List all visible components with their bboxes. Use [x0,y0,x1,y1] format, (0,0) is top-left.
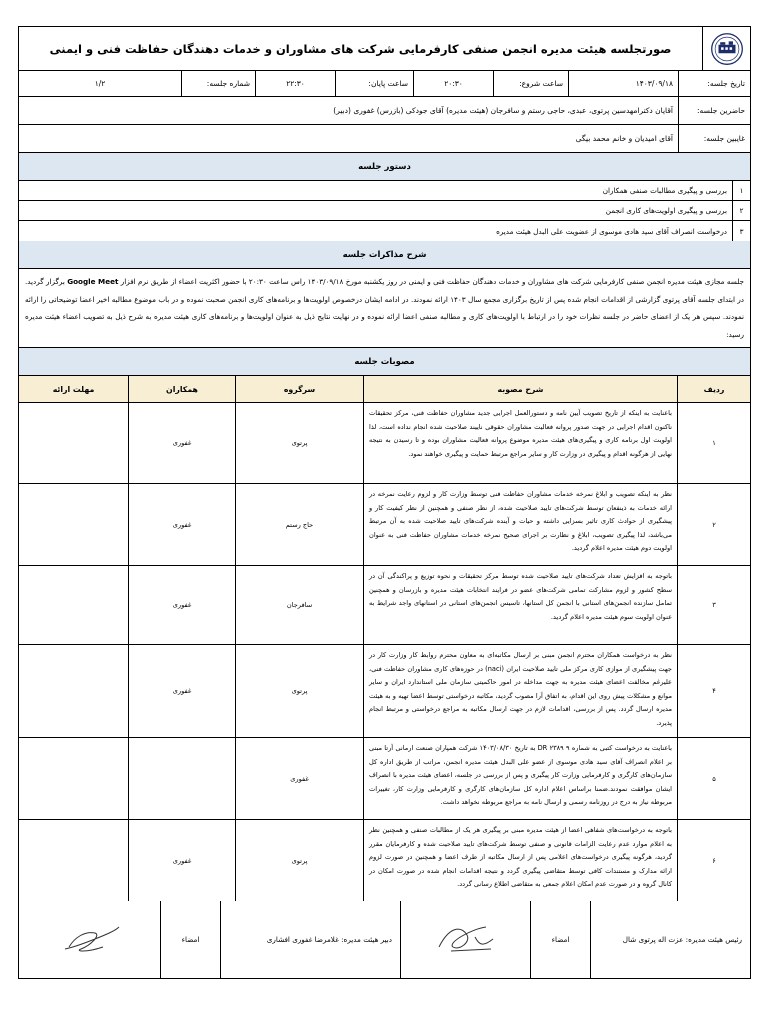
meeting-date-label: تاریخ جلسه: [678,71,750,96]
col-header-lead: سرگروه [235,376,363,402]
resolution-number: ۳ [677,566,750,644]
secretary-sign-label: امضاء [160,901,220,978]
agenda-item-number: ۳ [732,221,750,241]
resolution-colleagues: غفوری [128,403,235,483]
resolution-colleagues: غفوری [128,566,235,644]
meeting-date: ۱۴۰۳/۰۹/۱۸ [568,71,678,96]
meeting-number-label: شماره جلسه: [181,71,255,96]
discussion-text [19,269,750,348]
resolution-lead: حاج رستم [235,484,363,565]
agenda-item-text: بررسی و پیگیری مطالبات صنفی همکاران [602,186,727,195]
agenda-item-number: ۱ [732,181,750,200]
resolution-colleagues: غفوری [128,645,235,737]
resolution-number: ۲ [677,484,750,565]
resolution-lead: غفوری [235,738,363,819]
discussion-text-part-1: جلسه مجازی هیئت مدیره انجمن صنفی کارفرمایی شرکت های مشاوران و خدمات دهندگان حفاظت فنی و ایمنی در روز یکشنبه مورخ ۱۴۰۳/۰۹/۱۸ راس ساعت ۲۰:۳۰ با حضور اکثریت اعضاء از طریق نرم افزار [118,277,744,286]
chair-sign-label: امضاء [530,901,590,978]
resolution-number: ۶ [677,820,750,901]
resolution-description: باعنایت به اینکه از تاریخ تصویب آیین نامه و دستورالعمل اجرایی جدید مشاوران حفاظت فنی، مرکز تحقیقات ناکنون اقدام اجرایی در جهت صدور پروانه فعالیت مشاوران حقوقی ناییند صلاحیت شده انجام نداده است، لذا اولویت اول برنامه کاری و پیگیری‌های هیئت مدیره موضوع پروانه فعالیت مشاوران بوده و تا رسیدن به نتیجه نهایی از هرگونه اقدام و پیگیری در وزارت کار و سایر مراجع مرتبط حمایت و پیگیری خواهند نمود. [363,403,677,483]
association-logo [702,27,750,70]
resolution-row [19,738,750,820]
resolution-description: باتوجه به درخواست‌های شفاهی اعضا از هیئت مدیره مبنی بر پیگیری هر یک از مطالبات صنفی و همچنین نظر به اعلام موارد عدم رعایت الزامات قانونی و صنفی توسط شرکت‌های تایید صلاحیت شده و کارفرمایان مقرر گردید، هرگونه پیگیری درخواست‌های اعلامی پس از ارسال مکاتبه از طرف اعضا و همچنین در صورت لزوم ارائه مدارک و مستندات کافی توسط متقاضی پیگیری گردد و نتیجه اقدامات انجام شده در صورت امکان در کانال گروه و در صورت عدم امکان اعلام جمعی به متقاضی اطلاع رسانی گردد. [363,820,677,901]
agenda-heading: دستور جلسه [19,153,750,181]
document-header [19,27,750,71]
agenda-item [19,221,750,241]
resolution-deadline [19,403,128,483]
resolution-description: باعنایت به درخواست کتبی به شماره ۹ ۲۳۸۹ DR به تاریخ ۱۴۰۳/۰۸/۳۰ شرکت همپاران صنعت ارمانی آرتا مبنی بر اعلام انصراف آقای سید هادی موسوی از عضو علی البدل هیئت مدیره انجمن، مراتب از طریق اداره کل سازمان‌های کارگری و کارفرمایی وزارت کار پیگیری و پس از بررسی در جلسه، اعضای هیئت مدیره با انصراف ایشان موافقت نمودند.ضمنا براساس اعلام اداره کل سازمان‌های کارگری و کارفرمایی وزارت کار، تغییرات مربوطه نیاز به درج در روزنامه رسمی و ارسال نامه به مراجع مربوطه نخواهد داشت. [363,738,677,819]
resolution-lead: پرتوی [235,645,363,737]
resolution-deadline [19,484,128,565]
agenda-item [19,181,750,201]
resolution-colleagues [128,738,235,819]
present-row [19,97,750,125]
resolution-description: نظر به درخواست همکاران محترم انجمن مبنی بر ارسال مکاتبه‌ای به معاون محترم روابط کار وزارت کار در جهت پیشگیری از موازی کاری مرکز ملی تایید صلاحیت ایران (naci) در حوزه‌های کاری مشاوران حفاظت فنی، علیرغم مخالفت اعضای هیئت مدیره به جهت مداخله در امور حاکمیتی سازمان ملی استاندارد ایران و سایر موانع و مشکلات پیش روی این اقدام، به اتفاق آرا مصوب گردید، مکاتبه درخواستی توسط اعضا تهیه و به هیئت مدیره ارسال گردد. پس از بررسی، اقدامات لازم در جهت ارسال مکاتبه به مراجع درخواستی و مرتبط انجام پذیرد. [363,645,677,737]
resolutions-table-header [19,376,750,403]
meeting-number: ۱/۲ [94,79,106,88]
signature-row [19,901,750,978]
start-time: ۲۰:۳۰ [413,71,493,96]
agenda-item-number: ۲ [732,201,750,220]
end-time-label: ساعت پایان: [335,71,413,96]
chair-signature [400,901,530,978]
end-time: ۲۲:۳۰ [255,71,335,96]
col-header-number: ردیف [677,376,750,402]
col-header-deadline: مهلت ارائه [52,384,95,394]
absent-row [19,125,750,153]
resolution-row [19,645,750,738]
absent-label: غایبین جلسه: [678,125,750,152]
resolutions-table-body [19,403,750,901]
resolution-description: باتوجه به افزایش تعداد شرکت‌های تایید صلاحیت شده توسط مرکز تحقیقات و نحوه توزیع و پراکندگی آن در سطح کشور و لزوم مشارکت تمامی شرکت‌های عضو در فرایند انتخابات هیئت مدیره و بازرسان و همچنین تمامل سازنده انجمن‌های استانی با انجمن کل استانها، تاسیس انجمن‌های استانی در استانهای واجد شرایط به عنوان اولویت سوم هیئت مدیره اعلام گردید. [363,566,677,644]
col-header-description: شرح مصوبه [363,376,677,402]
resolution-description: نظر به اینکه تصویب و ابلاغ نمرخه خدمات مشاوران حفاظت فنی توسط وزارت کار و لزوم رعایت نمرخه در ارائه خدمات به ذینفعان توسط شرکت‌های تایید صلاحیت شده، از نظر صنفی و همچنین از نظر کیفیت کار و پیشگیری از حوادث کاری تاثیر بسزایی داشته و حیات و آینده شرکت‌های تایید صلاحیت شده به آن مرتبط می‌باشد، لذا پیگیری تصویب، ابلاغ و نظارت بر اجرای صحیح نمرخه خدمات مشاوران حفاظت فنی به عنوان اولویت دوم هیئت مدیره اعلام گردید. [363,484,677,565]
document-title: صورتجلسه هیئت مدیره انجمن صنفی کارفرمایی شرکت های مشاوران و خدمات دهندگان حفاظت فنی و ایمنی [49,41,672,56]
resolution-row [19,403,750,484]
present-label: حاضرین جلسه: [678,97,750,124]
present-members: آقایان دکترامهدسین پرتوی، عبدی، حاجی رستم و سافرجان (هیئت مدیره) آقای جودکی (بازرس) غفوری (دبیر) [333,106,673,115]
resolution-lead: پرتوی [235,820,363,901]
absent-members: آقای امیدیان و خانم محمد بیگی [575,134,673,143]
resolution-row [19,566,750,645]
resolutions-heading: مصوبات جلسه [19,348,750,376]
start-time-label: ساعت شروع: [493,71,568,96]
secretary-name: دبیر هیئت مدیره: غلامرضا غفوری افشاری [220,901,400,978]
resolution-number: ۱ [677,403,750,483]
resolution-row [19,484,750,566]
resolution-lead: سافرجان [235,566,363,644]
meeting-platform: Google Meet [67,277,119,286]
resolution-deadline [19,645,128,737]
resolution-deadline [19,820,128,901]
agenda-item-text: بررسی و پیگیری اولویت‌های کاری انجمن [605,206,727,215]
secretary-signature [19,901,160,978]
resolution-lead: پرتوی [235,403,363,483]
resolution-deadline [19,738,128,819]
agenda-item-text: درخواست انصراف آقای سید هادی موسوی از عضویت علی البدل هیئت مدیره [496,226,727,236]
discussion-text-part-2: برگزار گردید. در ابتدای جلسه آقای پرتوی گزارشی از اقدامات انجام شده پس از تاریخ برگزاری مجمع سال ۱۴۰۳ ارائه نمودند. در ادامه ایشان درخصوص اولویت‌ها و برنامه‌های کاری انجمن صحبت نموده و در باب موضوع مطالبه اخیر اعضا توضیحاتی را ارائه نمودند. سپس هر یک از اعضای حاضر در جلسه نظرات خود را در ارتباط با اولویت‌های کاری و مطالبه صنفی اعضا ارائه نموده و در نهایت نتایج ذیل به عنوان اولویت‌ها و برنامه‌های کاری هیئت مدیره به شرح ذیل به تصویب اعضاء هیئت مدیره رسید: [25,277,744,339]
association-logo-icon [710,32,744,66]
col-header-colleagues: همکاران [128,376,235,402]
resolution-number: ۵ [677,738,750,819]
minutes-document [18,26,751,979]
agenda-item [19,201,750,221]
resolution-row [19,820,750,901]
chair-signature-image [431,917,501,962]
discussion-heading: شرح مذاکرات جلسه [19,241,750,269]
resolution-number: ۴ [677,645,750,737]
agenda-list [19,181,750,241]
resolution-colleagues: غفوری [128,484,235,565]
secretary-signature-image [55,917,125,962]
resolution-colleagues: غفوری [128,820,235,901]
meeting-meta [19,71,750,97]
resolution-deadline [19,566,128,644]
chair-name: رئیس هیئت مدیره: عزت اله پرتوی شال [590,901,750,978]
